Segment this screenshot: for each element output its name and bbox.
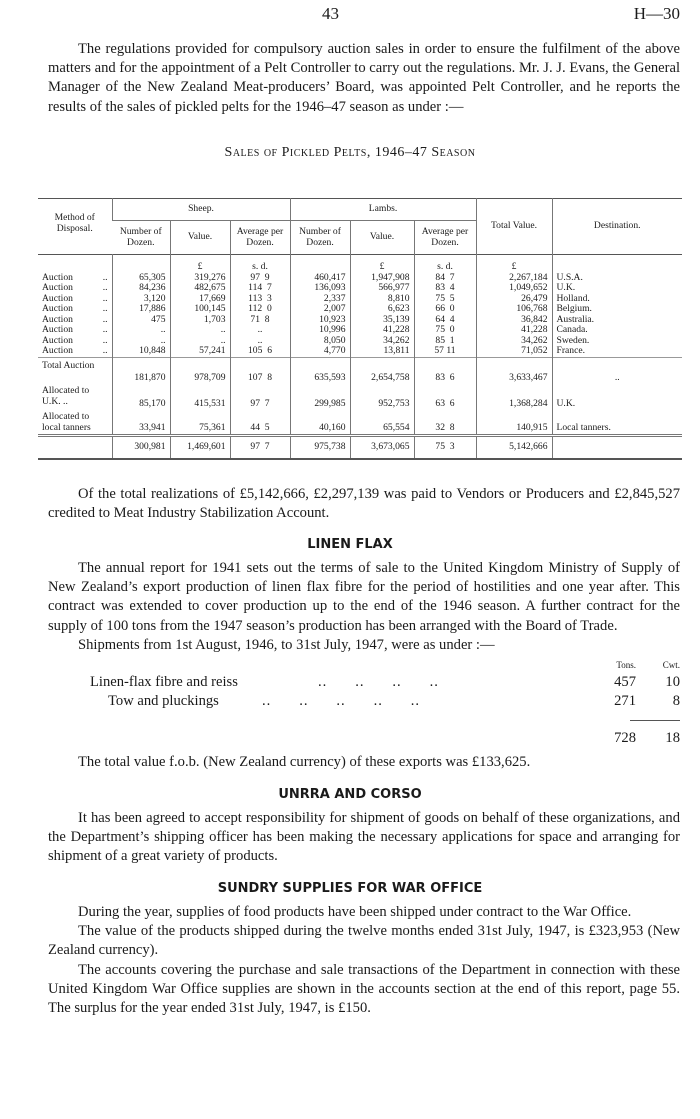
- shipments-list: [90, 660, 680, 760]
- unit-label: £: [170, 255, 230, 273]
- destination-cell: Belgium.: [552, 304, 682, 315]
- blank-cell: [290, 255, 350, 273]
- header-lambs-number: Number of Dozen.: [290, 221, 350, 255]
- leader-dots: ..: [102, 324, 108, 335]
- method-label: Auction: [42, 282, 73, 293]
- leader-dots: ..: [102, 345, 108, 356]
- lambs-value: 952,753: [350, 383, 414, 409]
- lambs-number: 136,093: [290, 283, 350, 294]
- sheep-average: 71 8: [230, 315, 290, 326]
- sheep-number: ..: [112, 325, 170, 336]
- sheep-average: 113 3: [230, 294, 290, 305]
- shipment-cwt: 8: [672, 693, 680, 709]
- total-tons: 728: [614, 730, 636, 746]
- lambs-value: 65,554: [350, 409, 414, 435]
- method-label: Auction: [42, 303, 73, 314]
- sheep-number: 300,981: [112, 435, 170, 459]
- header-method: Method of Disposal.: [54, 212, 95, 234]
- lambs-value: 35,139: [350, 315, 414, 326]
- table-row: [38, 325, 682, 336]
- header-sheep: Sheep.: [112, 199, 290, 221]
- total-value: 2,267,184: [476, 273, 552, 284]
- total-value: 71,052: [476, 346, 552, 357]
- unrra-heading: UNRRA AND CORSO: [278, 787, 422, 802]
- destination-cell: ..: [552, 357, 682, 383]
- lambs-number: 975,738: [290, 435, 350, 459]
- unit-label: £: [476, 255, 552, 273]
- header-lambs-value: Value.: [350, 221, 414, 255]
- sheep-average: 114 7: [230, 283, 290, 294]
- lambs-number: 2,337: [290, 294, 350, 305]
- intro-paragraph: The regulations provided for compulsory auction sales in order to ensure the fulfilment of the above matters and for the appointment of a Pelt Controller to carry out the regulations. Mr. J. J. Evans, the General Manager of the New Zealand Meat-producers’ Board, was appointed Pelt Controller, and he reports the results of the sales of pickled pelts for the 1946–47 season as under :—: [48, 41, 680, 115]
- table-row: [38, 283, 682, 294]
- lambs-average: 84 7: [414, 273, 476, 284]
- total-value: 26,479: [476, 294, 552, 305]
- destination-cell: Australia.: [552, 315, 682, 326]
- leader-dots: ..: [102, 334, 108, 346]
- method-cell: [38, 435, 112, 459]
- sheep-value: ..: [170, 336, 230, 347]
- linen-flax-paragraph: The annual report for 1941 sets out the terms of sale to the United Kingdom Ministry of Supply of New Zealand’s export production of linen flax fibre for the period of hostilities and one year after. This contract was extended to cover production up to the end of the 1946 season. A further contract for the supply of 100 tons from the 1947 season’s production has been arranged with the Board of Trade.: [48, 560, 680, 634]
- tons-unit: Tons.: [616, 660, 636, 670]
- lambs-value: 1,947,908: [350, 273, 414, 284]
- total-value: 41,228: [476, 325, 552, 336]
- realizations-paragraph: Of the total realizations of £5,142,666, £2,297,139 was paid to Vendors or Producers and £2,845,527 credited to Meat Industry Stabilization Account.: [48, 486, 680, 522]
- method-cell: Allocated to local tanners: [42, 411, 91, 433]
- sheep-number: 33,941: [112, 409, 170, 435]
- export-value-sentence: The total value f.o.b. (New Zealand currency) of these exports was £133,625.: [78, 754, 531, 770]
- destination-cell: U.K.: [552, 283, 682, 294]
- lambs-average: 57 11: [414, 346, 476, 357]
- header-sheep-number: Number of Dozen.: [119, 226, 162, 248]
- sheep-value: 978,709: [170, 357, 230, 383]
- method-cell: [38, 346, 112, 357]
- destination-cell: Canada.: [552, 325, 682, 336]
- destination-cell: [552, 435, 682, 459]
- unit-label: s. d.: [230, 255, 290, 273]
- destination-cell: Holland.: [552, 294, 682, 305]
- sheep-value: 482,675: [170, 283, 230, 294]
- lambs-number: 8,050: [290, 336, 350, 347]
- total-cwt: 18: [665, 730, 680, 746]
- lambs-average: 83 6: [414, 357, 476, 383]
- sheep-average: ..: [230, 336, 290, 347]
- summary-row: [38, 409, 682, 435]
- units-row: [38, 255, 682, 273]
- lambs-value: 34,262: [350, 336, 414, 347]
- summary-row: [38, 357, 682, 383]
- total-value: 3,633,467: [476, 357, 552, 383]
- sheep-number: 85,170: [112, 383, 170, 409]
- leader-dots: .. .. .. ..: [318, 674, 439, 690]
- shipment-label: Linen-flax fibre and reiss: [90, 674, 238, 690]
- sundry-paragraph: During the year, supplies of food products have been shipped under contract to the War Office.: [78, 904, 632, 920]
- sheep-value: 1,703: [170, 315, 230, 326]
- lambs-average: 64 4: [414, 315, 476, 326]
- leader-dots: ..: [102, 292, 108, 304]
- leader-dots: ..: [102, 303, 108, 314]
- sheep-value: 100,145: [170, 304, 230, 315]
- lambs-average: 83 4: [414, 283, 476, 294]
- method-label: Auction: [42, 292, 73, 304]
- method-cell: Total Auction: [42, 359, 95, 371]
- cwt-unit: Cwt.: [662, 660, 680, 670]
- sheep-average: ..: [230, 325, 290, 336]
- sheep-value: 75,361: [170, 409, 230, 435]
- shipments-intro: Shipments from 1st August, 1946, to 31st July, 1947, were as under :—: [78, 637, 495, 653]
- sheep-value: 1,469,601: [170, 435, 230, 459]
- sheep-number: 10,848: [112, 346, 170, 357]
- leader-dots: ..: [102, 313, 108, 325]
- sheep-value: 415,531: [170, 383, 230, 409]
- sheep-average: 44 5: [230, 409, 290, 435]
- header-lambs-average: Average per Dozen.: [414, 221, 476, 255]
- leader-dots: ..: [102, 282, 108, 293]
- sheep-average: 112 0: [230, 304, 290, 315]
- shipment-cwt: 10: [665, 674, 680, 690]
- sheep-value: 17,669: [170, 294, 230, 305]
- sheep-average: 97 9: [230, 273, 290, 284]
- page-number: 43: [322, 4, 339, 23]
- lambs-value: 566,977: [350, 283, 414, 294]
- header-lambs: Lambs.: [290, 199, 476, 221]
- blank-cell: [38, 255, 112, 273]
- shipment-label: Tow and pluckings: [108, 693, 219, 709]
- unit-label: s. d.: [414, 255, 476, 273]
- lambs-value: 41,228: [350, 325, 414, 336]
- destination-cell: Local tanners.: [552, 409, 682, 435]
- total-value: 106,768: [476, 304, 552, 315]
- total-value: 140,915: [476, 409, 552, 435]
- lambs-number: 10,923: [290, 315, 350, 326]
- leader-dots: .. .. .. .. ..: [262, 693, 421, 709]
- pelts-sales-table: [38, 198, 682, 460]
- table-title: Sales of Pickled Pelts, 1946–47 Season: [224, 145, 476, 160]
- lambs-number: 4,770: [290, 346, 350, 357]
- table-row: [38, 304, 682, 315]
- lambs-average: 75 0: [414, 325, 476, 336]
- lambs-average: 75 5: [414, 294, 476, 305]
- total-rule: [630, 720, 680, 721]
- destination-cell: U.S.A.: [552, 273, 682, 284]
- sheep-average: 107 8: [230, 357, 290, 383]
- method-label: Auction: [42, 345, 73, 356]
- sheep-number: 181,870: [112, 357, 170, 383]
- sundry-section: [48, 903, 680, 1018]
- lambs-average: 32 8: [414, 409, 476, 435]
- sheep-value: 319,276: [170, 273, 230, 284]
- lambs-value: 2,654,758: [350, 357, 414, 383]
- unit-label: £: [350, 255, 414, 273]
- table-row: [38, 273, 682, 284]
- destination-cell: France.: [552, 346, 682, 357]
- lambs-number: 2,007: [290, 304, 350, 315]
- lambs-value: 3,673,065: [350, 435, 414, 459]
- destination-cell: U.K.: [552, 383, 682, 409]
- method-label: Auction: [42, 334, 73, 346]
- sheep-number: 3,120: [112, 294, 170, 305]
- method-label: Auction: [42, 313, 73, 325]
- sundry-paragraph: The value of the products shipped during the twelve months ended 31st July, 1947, is £323,953 (New Zealand currency).: [48, 923, 680, 959]
- header-destination: Destination.: [552, 199, 682, 255]
- lambs-value: 8,810: [350, 294, 414, 305]
- method-label: Auction: [42, 271, 73, 283]
- sheep-value: 57,241: [170, 346, 230, 357]
- sheep-number: ..: [112, 336, 170, 347]
- document-reference: H—30: [633, 4, 680, 23]
- total-value: 5,142,666: [476, 435, 552, 459]
- sundry-heading: SUNDRY SUPPLIES FOR WAR OFFICE: [217, 881, 483, 896]
- total-value: 1,049,652: [476, 283, 552, 294]
- leader-dots: ..: [102, 271, 108, 283]
- lambs-average: 75 3: [414, 435, 476, 459]
- method-cell: Allocated to U.K. ..: [42, 385, 90, 407]
- total-value: 36,842: [476, 315, 552, 326]
- total-value: 1,368,284: [476, 383, 552, 409]
- lambs-average: 85 1: [414, 336, 476, 347]
- blank-cell: [112, 255, 170, 273]
- lambs-number: 40,160: [290, 409, 350, 435]
- summary-row: [38, 383, 682, 409]
- sheep-number: 17,886: [112, 304, 170, 315]
- linen-flax-heading: LINEN FLAX: [307, 537, 393, 552]
- unrra-paragraph: It has been agreed to accept responsibility for shipment of goods on behalf of these organizations, and the Department’s shipping officer has been making the necessary applications for space and arranging for shipment of a great variety of products.: [48, 810, 680, 865]
- header-sheep-value: Value.: [170, 221, 230, 255]
- sheep-number: 65,305: [112, 273, 170, 284]
- sheep-average: 97 7: [230, 435, 290, 459]
- sheep-value: ..: [170, 325, 230, 336]
- table-row: [38, 346, 682, 357]
- header-sheep-average: Average per Dozen.: [230, 221, 290, 255]
- sheep-number: 475: [112, 315, 170, 326]
- lambs-value: 6,623: [350, 304, 414, 315]
- lambs-average: 63 6: [414, 383, 476, 409]
- sundry-paragraph: The accounts covering the purchase and sale transactions of the Department in connection with these United Kingdom War Office supplies are shown in the accounts section at the end of this report, page 55. The surplus for the year ended 31st July, 1947, is £150.: [48, 961, 680, 1017]
- grand-total-row: [38, 435, 682, 459]
- method-label: Auction: [42, 324, 73, 335]
- shipment-tons: 457: [614, 674, 636, 690]
- shipment-tons: 271: [614, 693, 636, 709]
- sheep-number: 84,236: [112, 283, 170, 294]
- lambs-value: 13,811: [350, 346, 414, 357]
- lambs-number: 635,593: [290, 357, 350, 383]
- header-total-value: Total Value.: [476, 199, 552, 255]
- lambs-average: 66 0: [414, 304, 476, 315]
- table-row: [38, 336, 682, 347]
- destination-cell: Sweden.: [552, 336, 682, 347]
- blank-cell: [552, 255, 682, 273]
- lambs-number: 10,996: [290, 325, 350, 336]
- total-value: 34,262: [476, 336, 552, 347]
- lambs-number: 460,417: [290, 273, 350, 284]
- sheep-average: 97 7: [230, 383, 290, 409]
- lambs-number: 299,985: [290, 383, 350, 409]
- sheep-average: 105 6: [230, 346, 290, 357]
